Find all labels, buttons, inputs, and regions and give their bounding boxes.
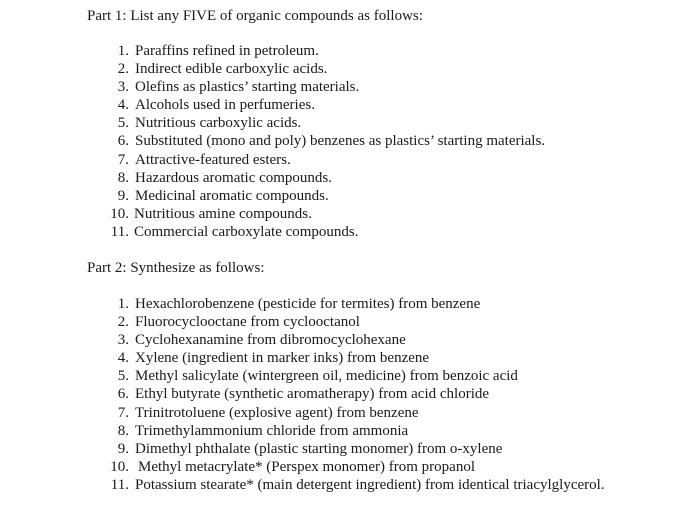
item-number: 1. xyxy=(117,296,129,312)
item-text: Nutritious carboxylic acids. xyxy=(135,115,302,132)
part2-list-item xyxy=(0,331,693,349)
item-number: 4. xyxy=(117,350,129,367)
item-text: Fluorocyclooctane from cyclooctanol xyxy=(135,314,360,331)
item-text: Trinitrotoluene (explosive agent) from benzene xyxy=(135,404,419,421)
part1-list-item xyxy=(0,205,693,223)
item-number: 11. xyxy=(110,223,129,240)
item-text: Ethyl butyrate (synthetic aromatherapy) from acid chloride xyxy=(135,386,490,403)
item-text: Hexachlorobenzene (pesticide for termites) from benzene xyxy=(135,296,481,312)
item-text: Potassium stearate* (main detergent ingredient) from identical triacylglycerol. xyxy=(135,476,605,493)
item-number: 8. xyxy=(117,422,129,439)
item-text: Methyl salicylate (wintergreen oil, medicine) from benzoic acid xyxy=(135,368,518,385)
part2-list-item xyxy=(0,404,693,422)
part2-list-item xyxy=(0,385,693,403)
item-text: Indirect edible carboxylic acids. xyxy=(135,61,328,78)
part1-list-item xyxy=(0,169,693,187)
item-text: Medicinal aromatic compounds. xyxy=(135,187,329,204)
item-number: 3. xyxy=(117,79,129,96)
item-number: 7. xyxy=(117,151,129,168)
item-number: 9. xyxy=(117,187,129,204)
item-text: Substituted (mono and poly) benzenes as plastics’ starting materials. xyxy=(135,133,546,150)
item-text: Cyclohexanamine from dibromocyclohexane xyxy=(135,332,406,349)
item-number: 3. xyxy=(117,332,129,349)
item-number: 2. xyxy=(117,314,129,331)
part2-list-item xyxy=(0,313,693,331)
item-text: Dimethyl phthalate (plastic starting monomer) from o-xylene xyxy=(135,440,503,457)
part1-list-item xyxy=(0,96,693,114)
part2-list-item xyxy=(0,367,693,385)
item-number: 2. xyxy=(117,61,129,78)
part2-list xyxy=(0,295,693,494)
part2-list-item xyxy=(0,476,693,494)
item-number: 11. xyxy=(110,476,129,493)
item-number: 4. xyxy=(117,97,129,114)
part2-list-item xyxy=(0,458,693,476)
item-text: Attractive-featured esters. xyxy=(135,151,291,168)
item-number: 5. xyxy=(117,115,129,132)
part1-list xyxy=(0,42,693,241)
part2-list-item xyxy=(0,422,693,440)
part1-list-item xyxy=(0,187,693,205)
item-text: Methyl metacrylate* (Perspex monomer) from propanol xyxy=(138,458,475,475)
part1-list-item xyxy=(0,151,693,169)
item-text: Paraffins refined in petroleum. xyxy=(135,43,319,59)
part1-list-item xyxy=(0,78,693,96)
item-text: Commercial carboxylate compounds. xyxy=(134,223,359,240)
part1-list-item xyxy=(0,42,693,60)
item-number: 6. xyxy=(117,386,129,403)
item-number: 10. xyxy=(110,205,129,222)
item-number: 5. xyxy=(117,368,129,385)
item-text: Nutritious amine compounds. xyxy=(134,205,312,222)
item-text: Hazardous aromatic compounds. xyxy=(135,169,333,186)
item-number: 10. xyxy=(110,458,129,475)
part1-list-item xyxy=(0,223,693,241)
item-text: Olefins as plastics’ starting materials. xyxy=(135,79,360,96)
part2-list-item xyxy=(0,440,693,458)
item-number: 8. xyxy=(117,169,129,186)
item-number: 9. xyxy=(117,440,129,457)
part1-heading: Part 1: List any FIVE of organic compounds as follows: xyxy=(87,8,423,24)
item-text: Xylene (ingredient in marker inks) from benzene xyxy=(135,350,430,367)
item-text: Trimethylammonium chloride from ammonia xyxy=(135,422,409,439)
item-number: 7. xyxy=(117,404,129,421)
part1-list-item xyxy=(0,60,693,78)
part2-list-item xyxy=(0,295,693,313)
item-number: 1. xyxy=(117,43,129,59)
part2-heading: Part 2: Synthesize as follows: xyxy=(87,260,265,276)
part1-list-item xyxy=(0,114,693,132)
part2-list-item xyxy=(0,349,693,367)
part1-list-item xyxy=(0,132,693,150)
item-number: 6. xyxy=(117,133,129,150)
item-text: Alcohols used in perfumeries. xyxy=(135,97,315,114)
